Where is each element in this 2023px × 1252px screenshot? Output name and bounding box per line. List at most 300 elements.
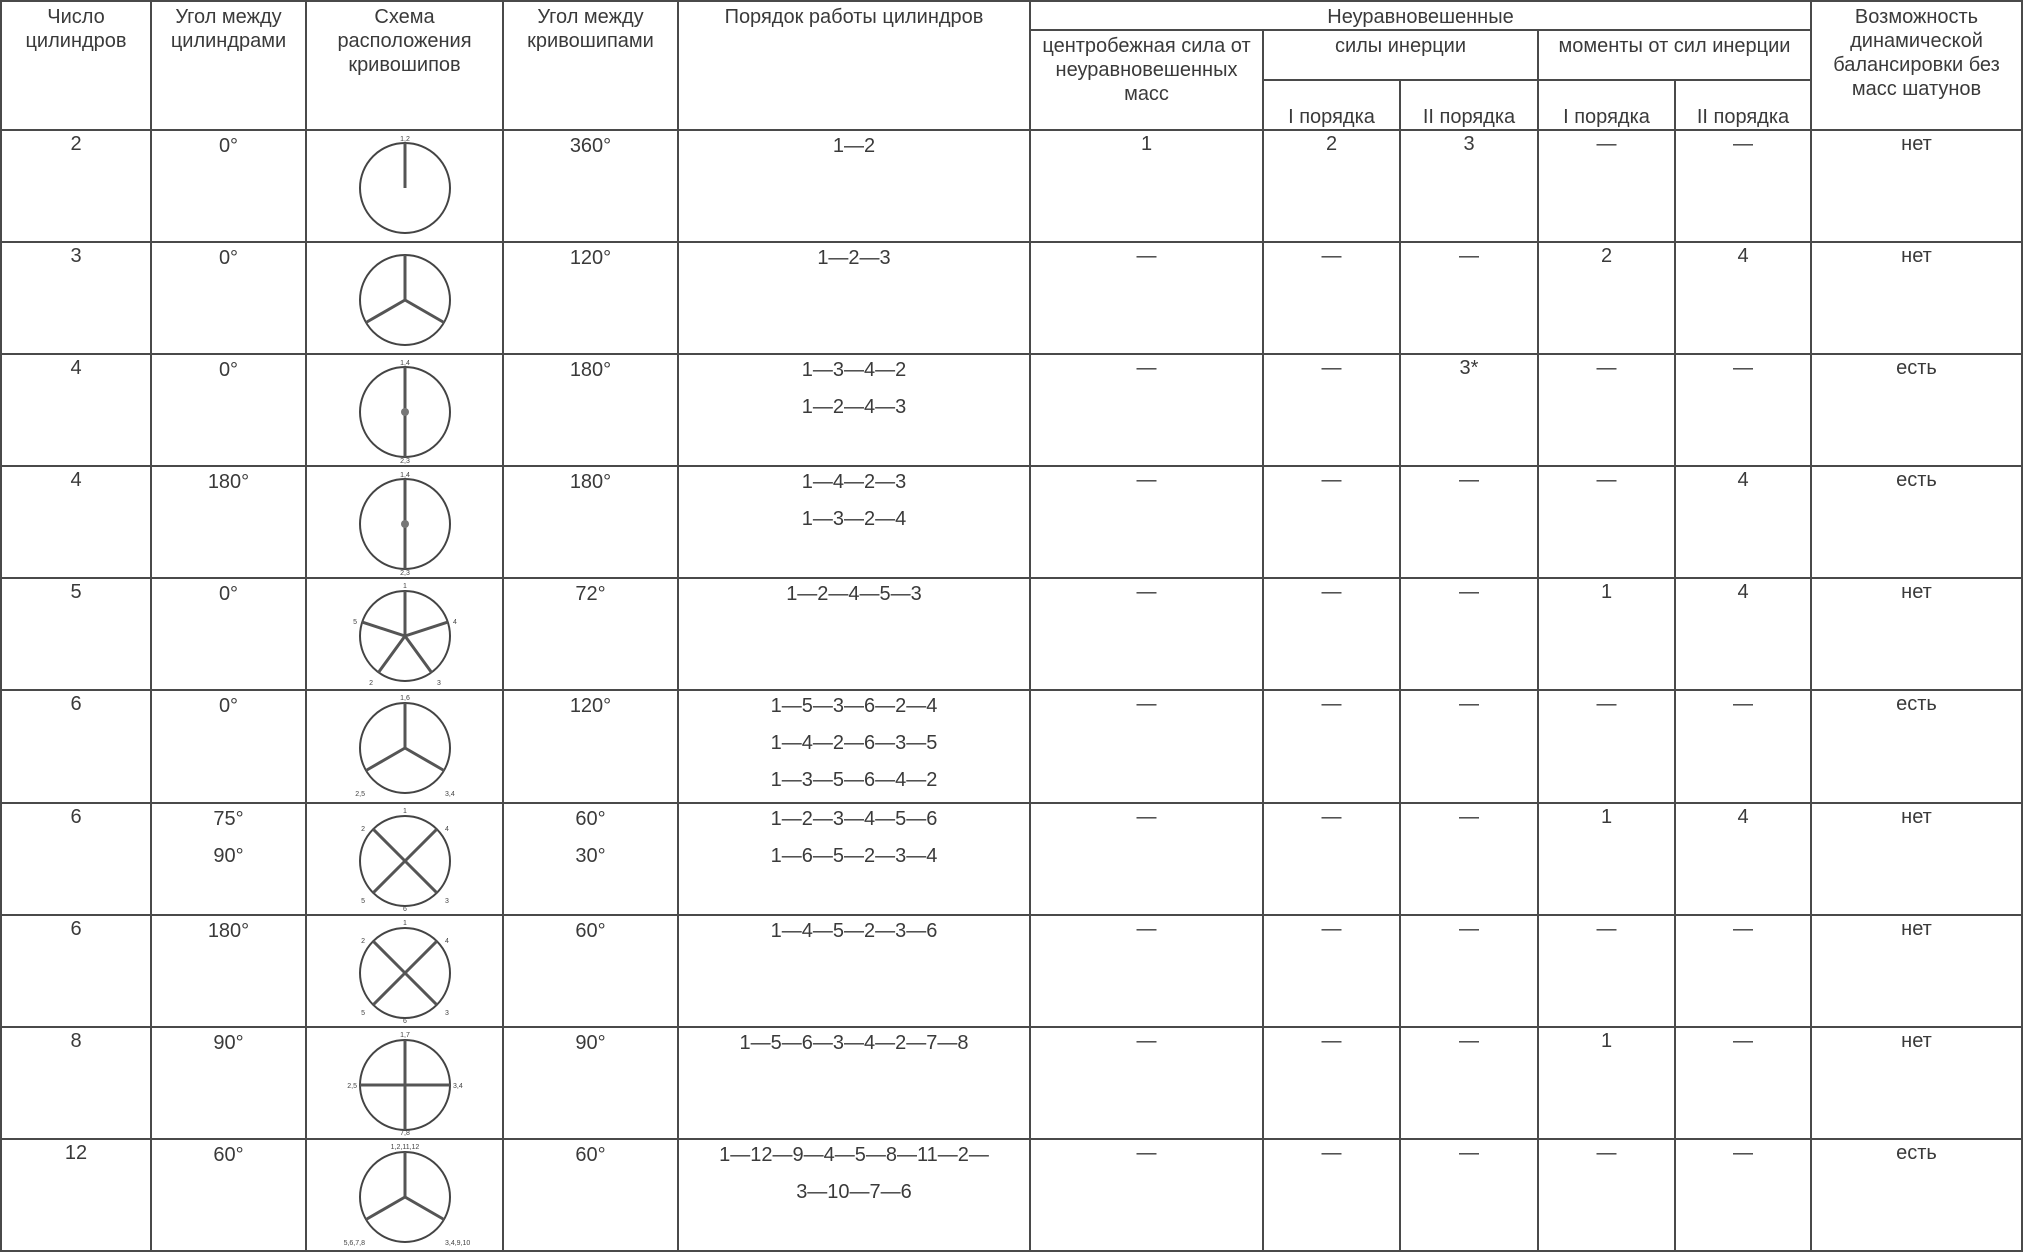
- centrifugal-force: [1030, 578, 1263, 690]
- firing-order-line: 1—2—4—5—3: [786, 583, 922, 605]
- balancing-possible-value: нет: [1901, 1030, 1932, 1052]
- crank-diagram: [335, 244, 475, 352]
- cylinder-count-value: 8: [70, 1030, 82, 1052]
- firing-order-line: 1—5—3—6—2—4: [770, 695, 938, 717]
- cylinder-count: [1, 130, 151, 242]
- firing-order-line: 1—12—9—4—5—8—11—2—: [719, 1144, 989, 1166]
- header-crank-scheme: Схема расположения кривошипов: [306, 1, 503, 130]
- table-row: [1, 578, 2022, 690]
- crank-label: 3,4: [452, 1083, 463, 1090]
- crank-throw: [366, 300, 405, 323]
- crank-label: 2,3: [399, 458, 410, 464]
- inertia-moment-order-1-value: —: [1596, 1142, 1617, 1164]
- inertia-moment-order-2-value: 4: [1737, 469, 1749, 491]
- crank-angle: [503, 803, 678, 915]
- crank-angle-line: 120°: [569, 695, 612, 717]
- crank-label: 1,6: [399, 695, 410, 702]
- header-firing-order: Порядок работы цилиндров: [678, 1, 1030, 130]
- inertia-force-order-1: [1263, 1139, 1400, 1251]
- cylinder-angle-line: 0°: [218, 695, 239, 717]
- firing-order-line: 1—3—2—4: [801, 508, 907, 530]
- table-row: [1, 1027, 2022, 1139]
- crank-throw: [405, 636, 432, 672]
- crank-label: 2,5: [354, 791, 365, 798]
- header-unbalanced: Неуравновешенные: [1030, 1, 1811, 30]
- inertia-force-order-2-value: —: [1459, 245, 1479, 267]
- crank-label: 2: [360, 938, 365, 945]
- inertia-moment-order-1: [1538, 130, 1675, 242]
- firing-order-line: 1—6—5—2—3—4: [770, 845, 938, 867]
- inertia-moment-order-1-value: —: [1596, 469, 1617, 491]
- centrifugal-force: [1030, 1139, 1263, 1251]
- inertia-force-order-2-value: —: [1459, 806, 1479, 828]
- balancing-possible: [1811, 803, 2022, 915]
- cylinder-angle: [151, 803, 306, 915]
- table-row: [1, 466, 2022, 578]
- centrifugal-force-value: —: [1136, 806, 1157, 828]
- balancing-possible: [1811, 578, 2022, 690]
- firing-order: [678, 578, 1030, 690]
- header-crank-angle: Угол между кривошипами: [503, 1, 678, 130]
- inertia-moment-order-1-value: 1: [1600, 806, 1613, 828]
- inertia-moment-order-2: [1675, 242, 1811, 354]
- header-centrifugal: центробежная сила от неуравновешенных масс: [1030, 30, 1263, 130]
- cylinder-angle-line: 180°: [207, 920, 250, 942]
- inertia-moment-order-2-value: —: [1733, 1030, 1753, 1052]
- inertia-moment-order-2: [1675, 354, 1811, 466]
- table-row: [1, 242, 2022, 354]
- table-row: [1, 803, 2022, 915]
- centrifugal-force: [1030, 130, 1263, 242]
- centrifugal-force-value: —: [1136, 245, 1157, 267]
- crank-scheme: [306, 915, 503, 1027]
- balancing-possible: [1811, 130, 2022, 242]
- crank-label: 2,5: [346, 1083, 357, 1090]
- crank-angle-line: 60°: [575, 1144, 606, 1166]
- firing-order: [678, 466, 1030, 578]
- crank-angle: [503, 130, 678, 242]
- crank-throw: [405, 300, 444, 323]
- inertia-moment-order-1: [1538, 915, 1675, 1027]
- cylinder-angle: [151, 1027, 306, 1139]
- inertia-force-order-2-value: —: [1459, 693, 1479, 715]
- crank-label: 1: [402, 808, 407, 815]
- inertia-moment-order-1-value: 1: [1600, 581, 1613, 603]
- crank-label: 2,3: [399, 570, 410, 576]
- cylinder-angle-line: 180°: [207, 471, 250, 493]
- firing-order-line: 1—2—4—3: [801, 396, 907, 418]
- firing-order: [678, 1139, 1030, 1251]
- crank-throw: [405, 1197, 444, 1220]
- firing-order: [678, 242, 1030, 354]
- cylinder-count: [1, 690, 151, 803]
- cylinder-count-value: 4: [70, 469, 82, 491]
- inertia-moment-order-2: [1675, 690, 1811, 803]
- crank-angle: [503, 578, 678, 690]
- balancing-possible: [1811, 466, 2022, 578]
- inertia-moment-order-2-value: —: [1733, 133, 1753, 155]
- crank-scheme: [306, 1139, 503, 1251]
- crank-diagram: [335, 580, 475, 688]
- crank-label: 1: [402, 920, 407, 927]
- inertia-moment-order-1: [1538, 466, 1675, 578]
- crank-label: 5,6,7,8: [343, 1240, 365, 1247]
- table-row: [1, 690, 2022, 803]
- cylinder-count-value: 6: [70, 918, 82, 940]
- cylinder-count: [1, 1139, 151, 1251]
- crank-diagram: [335, 805, 475, 913]
- header-balancing: Возможность динамической балансировки без масс шатунов: [1811, 1, 2022, 130]
- cylinder-angle-line: 0°: [218, 583, 239, 605]
- inertia-force-order-1-value: —: [1321, 469, 1342, 491]
- crank-label: 3,4: [444, 791, 455, 798]
- inertia-force-order-2: [1400, 354, 1538, 466]
- crank-angle: [503, 466, 678, 578]
- header-forces-order-1: I порядка: [1263, 80, 1400, 130]
- crank-label: 1: [402, 583, 407, 590]
- crank-throw: [366, 1197, 405, 1220]
- crank-scheme: [306, 690, 503, 803]
- firing-order-line: 1—2: [832, 135, 876, 157]
- inertia-force-order-1: [1263, 242, 1400, 354]
- inertia-moment-order-2-value: —: [1733, 357, 1753, 379]
- cylinder-angle-line: 90°: [213, 1032, 244, 1054]
- crank-throw: [373, 973, 405, 1005]
- inertia-force-order-2-value: —: [1459, 1030, 1479, 1052]
- cylinder-angle-line: 75°: [213, 808, 244, 830]
- cylinder-count-value: 3: [70, 245, 82, 267]
- centrifugal-force-value: —: [1136, 918, 1157, 940]
- cylinder-count-value: 4: [70, 357, 82, 379]
- centrifugal-force-value: —: [1136, 1030, 1157, 1052]
- crank-throw: [405, 829, 437, 861]
- cylinder-count-value: 5: [70, 581, 82, 603]
- inertia-force-order-1-value: —: [1321, 806, 1342, 828]
- inertia-force-order-1-value: —: [1321, 1142, 1342, 1164]
- crank-label: 7,8: [399, 1130, 410, 1137]
- crank-label: 3: [444, 898, 449, 905]
- crank-angle: [503, 690, 678, 803]
- inertia-force-order-1: [1263, 690, 1400, 803]
- crank-throw: [373, 941, 405, 973]
- crank-angle-line: 180°: [569, 471, 612, 493]
- inertia-moment-order-2-value: 4: [1737, 581, 1749, 603]
- cylinder-count: [1, 803, 151, 915]
- crank-scheme: [306, 466, 503, 578]
- inertia-force-order-2-value: 3*: [1459, 357, 1479, 379]
- inertia-moment-order-1-value: 2: [1600, 245, 1613, 267]
- cylinder-count: [1, 915, 151, 1027]
- crank-label: 2: [360, 826, 365, 833]
- firing-order-line: 1—5—6—3—4—2—7—8: [739, 1032, 969, 1054]
- crank-label: 1,4: [399, 472, 410, 479]
- cylinder-count: [1, 1027, 151, 1139]
- inertia-force-order-2: [1400, 466, 1538, 578]
- crank-diagram: [335, 1029, 475, 1137]
- cylinder-angle: [151, 466, 306, 578]
- crank-label: 4: [452, 619, 457, 626]
- crank-angle-line: 360°: [569, 135, 612, 157]
- crank-diagram: [335, 132, 475, 240]
- crank-label: 1,4: [399, 360, 410, 367]
- firing-order: [678, 354, 1030, 466]
- crank-angle-line: 60°: [575, 808, 606, 830]
- inertia-moment-order-2-value: 4: [1737, 806, 1749, 828]
- inertia-force-order-1-value: —: [1321, 918, 1342, 940]
- cylinder-count-value: 6: [70, 693, 82, 715]
- cylinder-count: [1, 466, 151, 578]
- inertia-moment-order-2-value: —: [1733, 1142, 1753, 1164]
- inertia-moment-order-1: [1538, 1139, 1675, 1251]
- crank-throw: [405, 748, 444, 771]
- firing-order-line: 1—4—2—3: [801, 471, 907, 493]
- inertia-moment-order-1-value: —: [1596, 133, 1617, 155]
- header-cylinder-angle: Угол между цилиндрами: [151, 1, 306, 130]
- cylinder-count-value: 6: [70, 806, 82, 828]
- firing-order-line: 1—4—5—2—3—6: [770, 920, 938, 942]
- inertia-force-order-2: [1400, 690, 1538, 803]
- crank-label: 1,7: [399, 1032, 410, 1039]
- balancing-possible-value: нет: [1901, 581, 1932, 603]
- crank-label: 3: [444, 1010, 449, 1017]
- balancing-possible-value: нет: [1901, 245, 1932, 267]
- crank-throw: [405, 973, 437, 1005]
- cylinder-angle: [151, 578, 306, 690]
- inertia-force-order-1-value: —: [1321, 245, 1342, 267]
- crank-scheme: [306, 130, 503, 242]
- inertia-moment-order-1: [1538, 578, 1675, 690]
- cylinder-angle: [151, 354, 306, 466]
- inertia-force-order-1: [1263, 130, 1400, 242]
- centrifugal-force: [1030, 1027, 1263, 1139]
- inertia-moment-order-2: [1675, 915, 1811, 1027]
- inertia-force-order-2: [1400, 803, 1538, 915]
- centrifugal-force-value: 1: [1140, 133, 1153, 155]
- inertia-moment-order-1-value: 1: [1600, 1030, 1613, 1052]
- inertia-force-order-1-value: —: [1321, 1030, 1342, 1052]
- inertia-force-order-1-value: 2: [1325, 133, 1338, 155]
- inertia-force-order-1: [1263, 466, 1400, 578]
- inertia-moment-order-2: [1675, 466, 1811, 578]
- crank-diagram: [335, 917, 475, 1025]
- cylinder-count-value: 12: [64, 1142, 88, 1164]
- crank-angle: [503, 242, 678, 354]
- centrifugal-force: [1030, 690, 1263, 803]
- balancing-possible: [1811, 354, 2022, 466]
- inertia-moment-order-2: [1675, 1139, 1811, 1251]
- balancing-possible-value: есть: [1896, 693, 1937, 715]
- firing-order-line: 3—10—7—6: [796, 1181, 912, 1203]
- inertia-force-order-2-value: —: [1459, 581, 1479, 603]
- crank-throw: [366, 748, 405, 771]
- crank-label: 4: [444, 826, 449, 833]
- inertia-moment-order-1-value: —: [1596, 918, 1617, 940]
- cylinder-angle-line: 0°: [218, 247, 239, 269]
- crank-label: 2: [368, 680, 373, 687]
- inertia-force-order-1: [1263, 1027, 1400, 1139]
- balancing-possible: [1811, 1027, 2022, 1139]
- crank-angle: [503, 354, 678, 466]
- crank-label: 5: [360, 898, 365, 905]
- cylinder-angle-line: 60°: [213, 1144, 244, 1166]
- cylinder-count: [1, 354, 151, 466]
- header-cylinders: Число цилиндров: [1, 1, 151, 130]
- cylinder-angle-line: 0°: [218, 359, 239, 381]
- crank-center-dot: [401, 408, 409, 416]
- inertia-force-order-1-value: —: [1321, 693, 1342, 715]
- crank-label: 5: [352, 619, 357, 626]
- cylinder-angle: [151, 130, 306, 242]
- crank-label: 1,2,11,12: [390, 1144, 419, 1151]
- crank-angle-line: 120°: [569, 247, 612, 269]
- crank-label: 4: [444, 938, 449, 945]
- table-body: [1, 130, 2022, 1251]
- balancing-possible-value: нет: [1901, 806, 1932, 828]
- crank-throw: [378, 636, 405, 672]
- crank-throw: [405, 861, 437, 893]
- crank-scheme: [306, 1027, 503, 1139]
- crank-angle-line: 60°: [575, 920, 606, 942]
- inertia-force-order-2-value: 3: [1463, 133, 1475, 155]
- table-row: [1, 354, 2022, 466]
- balancing-possible-value: есть: [1896, 469, 1937, 491]
- inertia-moment-order-2: [1675, 578, 1811, 690]
- inertia-moment-order-1: [1538, 242, 1675, 354]
- inertia-force-order-2-value: —: [1459, 918, 1479, 940]
- crank-scheme: [306, 354, 503, 466]
- inertia-force-order-2: [1400, 578, 1538, 690]
- header-moments-order-1: I порядка: [1538, 80, 1675, 130]
- balancing-possible: [1811, 915, 2022, 1027]
- crank-diagram: [335, 468, 475, 576]
- inertia-moment-order-2: [1675, 803, 1811, 915]
- inertia-force-order-2: [1400, 242, 1538, 354]
- crank-label: 3: [436, 680, 441, 687]
- crank-label: 3,4,9,10: [444, 1240, 470, 1247]
- crank-angle-line: 90°: [575, 1032, 606, 1054]
- crank-diagram: [335, 356, 475, 464]
- crank-angle-line: 30°: [575, 845, 606, 867]
- crank-scheme: [306, 803, 503, 915]
- inertia-force-order-2-value: —: [1459, 469, 1479, 491]
- centrifugal-force: [1030, 915, 1263, 1027]
- crank-throw: [405, 622, 448, 636]
- centrifugal-force-value: —: [1136, 693, 1157, 715]
- centrifugal-force: [1030, 466, 1263, 578]
- crank-label: 6: [402, 1018, 407, 1025]
- table-row: [1, 1139, 2022, 1251]
- header-forces-order-2: II порядка: [1400, 80, 1538, 130]
- inertia-force-order-1-value: —: [1321, 357, 1342, 379]
- centrifugal-force: [1030, 242, 1263, 354]
- firing-order: [678, 130, 1030, 242]
- firing-order-line: 1—4—2—6—3—5: [770, 732, 938, 754]
- inertia-moment-order-2-value: 4: [1737, 245, 1749, 267]
- crank-angle: [503, 1139, 678, 1251]
- header-inertia-forces: силы инерции: [1263, 30, 1538, 80]
- crank-center-dot: [401, 520, 409, 528]
- cylinder-angle: [151, 915, 306, 1027]
- inertia-force-order-2: [1400, 915, 1538, 1027]
- table-row: [1, 130, 2022, 242]
- cylinder-count: [1, 242, 151, 354]
- firing-order-line: 1—2—3—4—5—6: [770, 808, 938, 830]
- cylinder-angle: [151, 690, 306, 803]
- firing-order-line: 1—2—3: [817, 247, 891, 269]
- cylinder-angle-line: 0°: [218, 135, 239, 157]
- crank-scheme: [306, 578, 503, 690]
- inertia-force-order-2-value: —: [1459, 1142, 1479, 1164]
- balancing-possible: [1811, 1139, 2022, 1251]
- centrifugal-force-value: —: [1136, 581, 1157, 603]
- inertia-moment-order-2-value: —: [1733, 918, 1753, 940]
- crank-scheme: [306, 242, 503, 354]
- crank-diagram: [335, 1141, 475, 1249]
- inertia-moment-order-1: [1538, 690, 1675, 803]
- header-inertia-moments: моменты от сил инерции: [1538, 30, 1811, 80]
- centrifugal-force-value: —: [1136, 469, 1157, 491]
- inertia-force-order-1: [1263, 578, 1400, 690]
- inertia-force-order-2: [1400, 1139, 1538, 1251]
- inertia-force-order-1-value: —: [1321, 581, 1342, 603]
- inertia-moment-order-1-value: —: [1596, 357, 1617, 379]
- firing-order: [678, 690, 1030, 803]
- inertia-moment-order-1: [1538, 803, 1675, 915]
- firing-order-line: 1—3—4—2: [801, 359, 907, 381]
- balancing-possible: [1811, 242, 2022, 354]
- crank-label: 5: [360, 1010, 365, 1017]
- crank-label: 1,2: [399, 136, 410, 143]
- header-moments-order-2: II порядка: [1675, 80, 1811, 130]
- inertia-moment-order-1: [1538, 1027, 1675, 1139]
- balancing-possible: [1811, 690, 2022, 803]
- cylinder-count-value: 2: [70, 133, 82, 155]
- inertia-moment-order-1: [1538, 354, 1675, 466]
- balancing-possible-value: есть: [1896, 1142, 1937, 1164]
- inertia-force-order-2: [1400, 130, 1538, 242]
- crank-throw: [373, 861, 405, 893]
- inertia-moment-order-1-value: —: [1596, 693, 1617, 715]
- firing-order: [678, 1027, 1030, 1139]
- centrifugal-force: [1030, 354, 1263, 466]
- firing-order: [678, 915, 1030, 1027]
- centrifugal-force-value: —: [1136, 357, 1157, 379]
- firing-order: [678, 803, 1030, 915]
- inertia-moment-order-2: [1675, 130, 1811, 242]
- balancing-possible-value: нет: [1901, 133, 1932, 155]
- cylinder-angle-line: 90°: [213, 845, 244, 867]
- inertia-moment-order-2-value: —: [1733, 693, 1753, 715]
- balancing-possible-value: есть: [1896, 357, 1937, 379]
- crank-throw: [373, 829, 405, 861]
- crank-diagram: [335, 692, 475, 800]
- crank-throw: [362, 622, 405, 636]
- crank-angle: [503, 1027, 678, 1139]
- inertia-force-order-1: [1263, 803, 1400, 915]
- cylinder-angle: [151, 1139, 306, 1251]
- centrifugal-force-value: —: [1136, 1142, 1157, 1164]
- inertia-force-order-1: [1263, 915, 1400, 1027]
- firing-order-line: 1—3—5—6—4—2: [770, 769, 938, 791]
- balancing-possible-value: нет: [1901, 918, 1932, 940]
- inertia-force-order-1: [1263, 354, 1400, 466]
- crank-angle: [503, 915, 678, 1027]
- crank-angle-line: 72°: [575, 583, 606, 605]
- crank-label: 6: [402, 906, 407, 913]
- inertia-moment-order-2: [1675, 1027, 1811, 1139]
- centrifugal-force: [1030, 803, 1263, 915]
- crank-angle-line: 180°: [569, 359, 612, 381]
